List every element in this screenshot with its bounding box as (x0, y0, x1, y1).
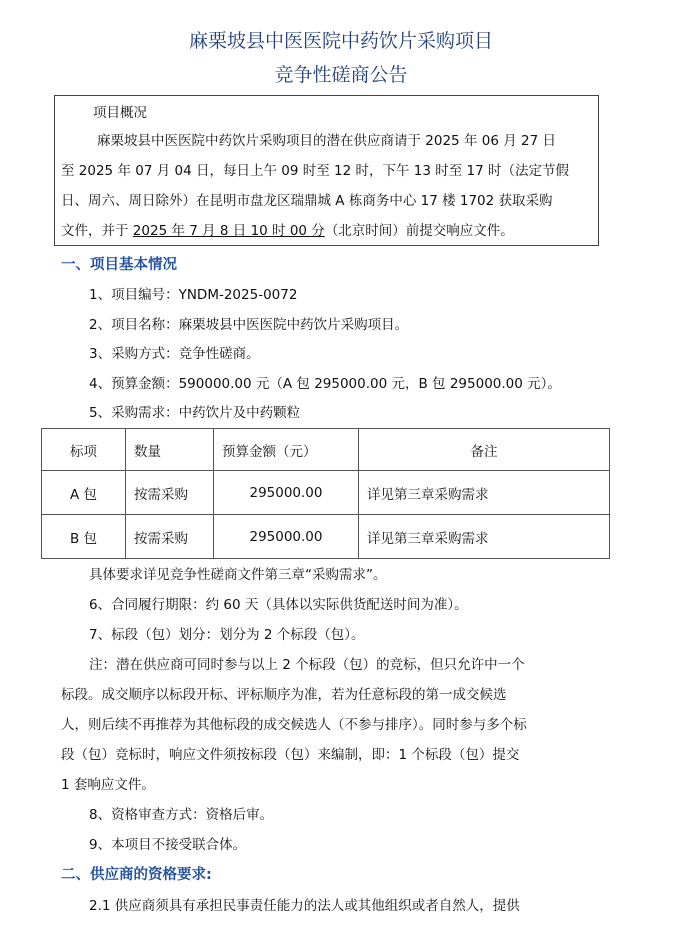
qualification-item-2-1: 2.1 供应商须具有承担民事责任能力的法人或其他组织或者自然人，提供 (89, 898, 520, 914)
quantity-cell: 按需采购 (126, 515, 214, 559)
procurement-method: 3、采购方式：竞争性磋商。 (89, 346, 260, 362)
overview-line-3: 日、周六、周日除外）在昆明市盘龙区瑞鼎城 A 栋商务中心 17 楼 1702 获取采购 (61, 193, 553, 209)
overview-heading: 项目概况 (93, 105, 147, 121)
submission-deadline: 2025 年 7 月 8 日 10 时 00 分 (132, 223, 325, 239)
note-line-1: 注：潜在供应商可同时参与以上 2 个标段（包）的竞标，但只允许中一个 (89, 657, 525, 673)
quantity-cell: 按需采购 (126, 471, 214, 515)
budget-cell: 295000.00 (214, 515, 359, 559)
section-2-heading: 二、供应商的资格要求: (61, 867, 212, 883)
table-row (42, 471, 610, 515)
lot-cell: B 包 (42, 515, 126, 559)
procurement-requirement: 5、采购需求：中药饮片及中药颗粒 (89, 405, 301, 421)
project-number: 1、项目编号：YNDM-2025-0072 (89, 287, 298, 303)
budget-cell: 295000.00 (214, 471, 359, 515)
budget-amount: 4、预算金额：590000.00 元（A 包 295000.00 元，B 包 295000.00 元）。 (89, 376, 561, 392)
requirement-detail-note: 具体要求详见竞争性磋商文件第三章“采购需求”。 (89, 567, 387, 583)
document-subtitle: 竞争性磋商公告 (274, 64, 408, 86)
project-name: 2、项目名称：麻栗坡县中医医院中药饮片采购项目。 (89, 317, 409, 333)
qualification-review-method: 8、资格审查方式：资格后审。 (89, 807, 274, 823)
lot-table-header (42, 429, 610, 471)
overview-line-4-suffix: （北京时间）前提交响应文件。 (324, 223, 514, 239)
note-line-2: 标段。成交顺序以标段开标、评标顺序为准，若为任意标段的第一成交候选 (61, 687, 507, 703)
table-row (42, 515, 610, 559)
no-consortium-note: 9、本项目不接受联合体。 (89, 837, 247, 853)
overview-line-2: 至 2025 年 07 月 04 日，每日上午 09 时至 12 时，下午 13 时至 17 时（法定节假 (61, 163, 570, 179)
column-header-remarks: 备注 (359, 429, 610, 471)
lot-cell: A 包 (42, 471, 126, 515)
lot-division: 7、标段（包）划分：划分为 2 个标段（包）。 (89, 627, 365, 643)
note-line-5: 1 套响应文件。 (61, 777, 155, 793)
remarks-cell: 详见第三章采购需求 (359, 515, 610, 559)
lot-table (41, 428, 610, 559)
section-1-heading: 一、项目基本情况 (61, 257, 177, 273)
document-title: 麻栗坡县中医医院中药饮片采购项目 (188, 30, 493, 52)
overview-line-4-prefix: 文件，并于 (61, 223, 133, 239)
contract-period: 6、合同履行期限：约 60 天（具体以实际供货配送时间为准）。 (89, 597, 468, 613)
note-line-3: 人，则后续不再推荐为其他标段的成交候选人（不参与排序）。同时参与多个标 (61, 717, 527, 733)
overview-line-4 (61, 221, 514, 241)
note-line-4: 段（包）竞标时，响应文件须按标段（包）来编制，即：1 个标段（包）提交 (61, 747, 520, 763)
column-header-lot: 标项 (42, 429, 126, 471)
remarks-cell: 详见第三章采购需求 (359, 471, 610, 515)
column-header-budget: 预算金额（元） (214, 429, 359, 471)
column-header-quantity: 数量 (126, 429, 214, 471)
overview-line-1: 麻栗坡县中医医院中药饮片采购项目的潜在供应商请于 2025 年 06 月 27 日 (97, 133, 556, 149)
